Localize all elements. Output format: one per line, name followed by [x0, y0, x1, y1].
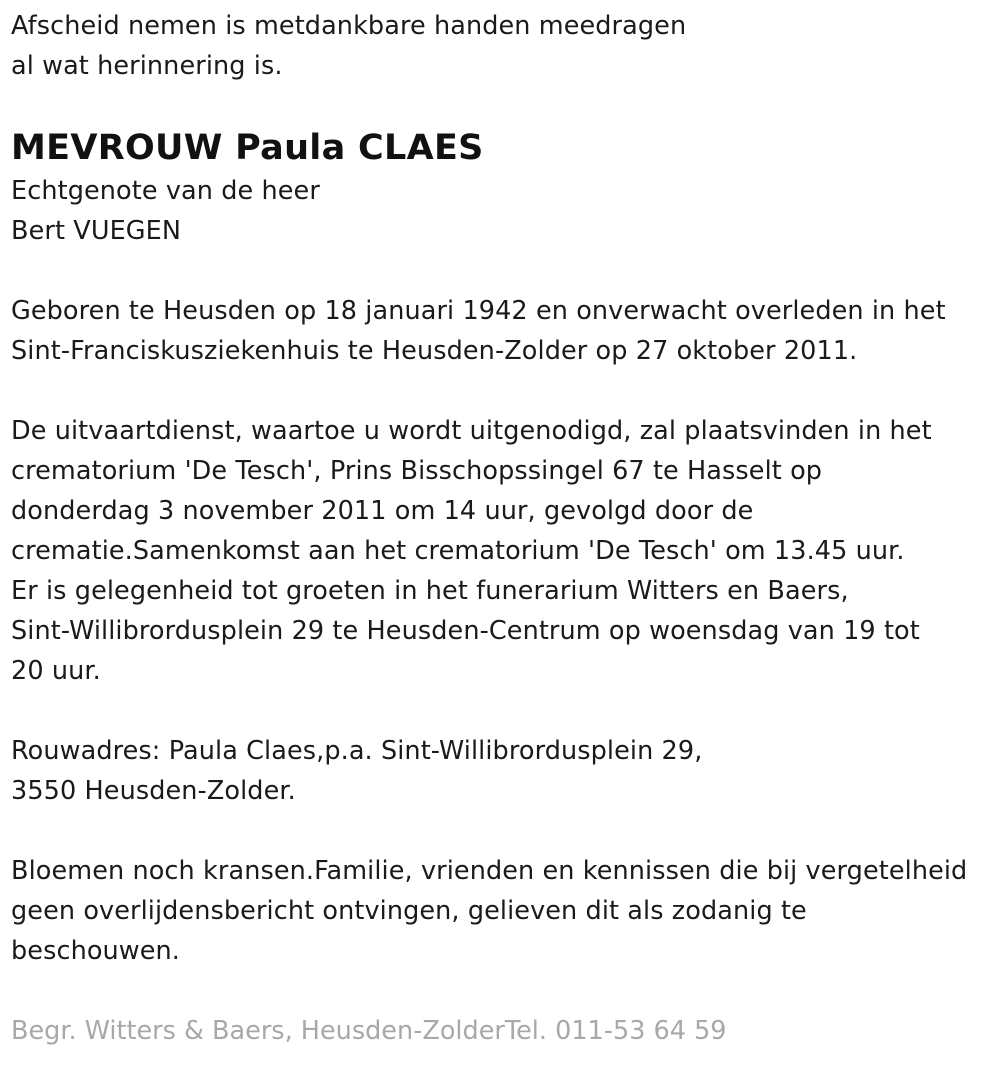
funeral-home-footer: Begr. Witters & Baers, Heusden-ZolderTel. 011-53 64 59: [11, 1016, 727, 1046]
paragraph-line: Sint-Willibrordusplein 29 te Heusden-Centrum op woensdag van 19 tot: [11, 616, 920, 646]
paragraph-line: donderdag 3 november 2011 om 14 uur, gevolgd door de: [11, 496, 754, 526]
motto-line: Afscheid nemen is metdankbare handen meedragen: [11, 11, 687, 41]
deceased-name: MEVROUW Paula CLAES: [11, 128, 484, 168]
motto-block: [11, 6, 996, 86]
spouse-name: Bert VUEGEN: [11, 216, 182, 246]
paragraph-line: crematorium 'De Tesch', Prins Bisschopssingel 67 te Hasselt op: [11, 456, 823, 486]
paragraph-line: De uitvaartdienst, waartoe u wordt uitgenodigd, zal plaatsvinden in het: [11, 416, 932, 446]
paragraph-line: 20 uur.: [11, 656, 101, 686]
obituary-notice: [11, 6, 996, 1051]
address-line: Rouwadres: Paula Claes,p.a. Sint-Willibrordusplein 29,: [11, 736, 703, 766]
spacer: [11, 971, 996, 1011]
spacer: [11, 371, 996, 411]
address-line: 3550 Heusden-Zolder.: [11, 776, 296, 806]
notice-paragraph: [11, 851, 996, 971]
birth-death-paragraph: [11, 291, 996, 371]
deceased-block: [11, 127, 996, 251]
motto-line: al wat herinnering is.: [11, 51, 283, 81]
relation-line: Echtgenote van de heer: [11, 176, 320, 206]
paragraph-line: Geboren te Heusden op 18 januari 1942 en onverwacht overleden in het: [11, 296, 946, 326]
paragraph-line: beschouwen.: [11, 936, 181, 966]
spacer: [11, 811, 996, 851]
address-paragraph: [11, 731, 996, 811]
spacer: [11, 86, 996, 127]
paragraph-line: Bloemen noch kransen.Familie, vrienden en kennissen die bij vergetelheid: [11, 856, 968, 886]
spacer: [11, 251, 996, 291]
spacer: [11, 691, 996, 731]
paragraph-line: Er is gelegenheid tot groeten in het funerarium Witters en Baers,: [11, 576, 849, 606]
paragraph-line: Sint-Franciskusziekenhuis te Heusden-Zolder op 27 oktober 2011.: [11, 336, 858, 366]
paragraph-line: geen overlijdensbericht ontvingen, gelieven dit als zodanig te: [11, 896, 807, 926]
paragraph-line: crematie.Samenkomst aan het crematorium 'De Tesch' om 13.45 uur.: [11, 536, 905, 566]
service-paragraph: [11, 411, 996, 691]
